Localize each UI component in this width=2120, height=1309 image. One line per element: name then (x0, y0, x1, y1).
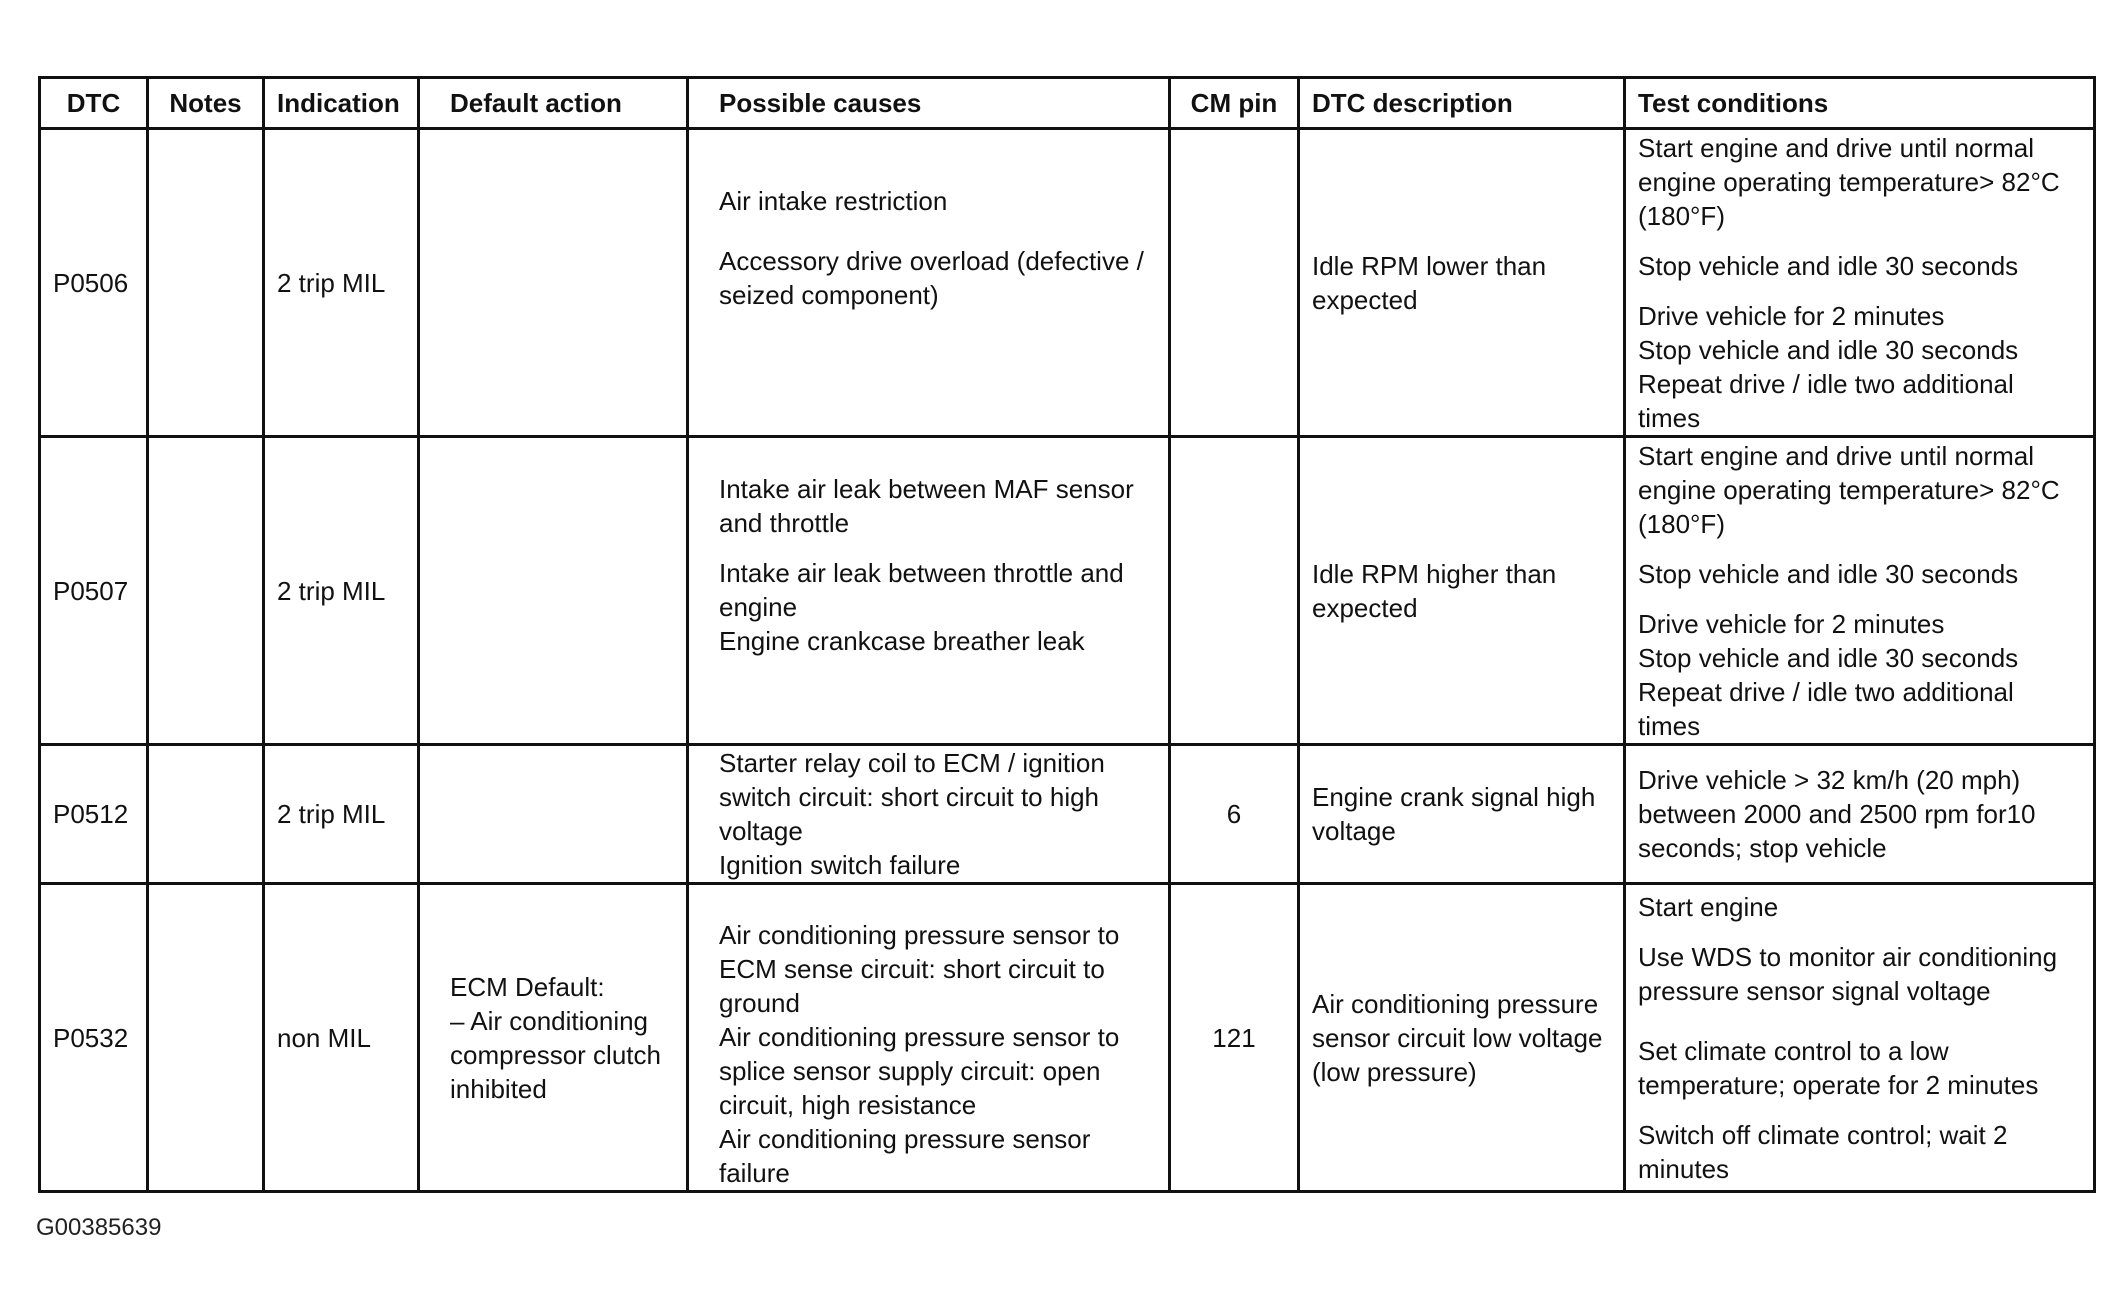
column-header-possible-causes: Possible causes (688, 78, 1170, 129)
notes-cell (148, 884, 264, 1192)
table-row (40, 437, 2095, 745)
test-condition-item: Start engine and drive until normal engine operating temperature> 82°C (180°F) (1638, 440, 2060, 539)
test-condition-item: Start engine (1638, 891, 1779, 922)
test-conditions-cell (1625, 745, 2095, 884)
possible-cause-item: Intake air leak between throttle and engine (719, 557, 1124, 622)
default-action-cell (419, 129, 688, 437)
possible-cause-item: Ignition switch failure (719, 850, 961, 880)
possible-causes-cell (688, 745, 1170, 884)
possible-causes-cell (688, 437, 1170, 745)
dtc-code-cell: P0512 (40, 745, 148, 884)
test-condition-item: Set climate control to a low temperature; operate for 2 minutes (1638, 1035, 2039, 1100)
dtc-description-cell: Engine crank signal high voltage (1299, 745, 1625, 884)
test-conditions-cell (1625, 437, 2095, 745)
test-condition-item: Repeat drive / idle two additional times (1638, 676, 2014, 741)
test-condition-item: Stop vehicle and idle 30 seconds (1638, 558, 2019, 589)
possible-cause-item: Air intake restriction (719, 185, 948, 216)
test-condition-item: Switch off climate control; wait 2 minutes (1638, 1119, 2008, 1184)
default-action-item: ECM Default: (450, 971, 605, 1002)
table-row (40, 745, 2095, 884)
possible-cause-item: Intake air leak between MAF sensor and throttle (719, 473, 1134, 538)
possible-cause-item: Air conditioning pressure sensor to splice sensor supply circuit: open circuit, high resistance (719, 1022, 1120, 1120)
dtc-table (38, 76, 2096, 1193)
cm-pin-cell: 6 (1170, 745, 1299, 884)
indication-cell: 2 trip MIL (264, 437, 419, 745)
column-header-dtc-description: DTC description (1299, 78, 1625, 129)
test-condition-item: Repeat drive / idle two additional times (1638, 368, 2014, 433)
default-action-item: – Air conditioning compressor clutch inhibited (450, 1005, 661, 1104)
test-condition-item: Drive vehicle for 2 minutes (1638, 300, 1945, 331)
test-condition-item: Use WDS to monitor air conditioning pressure sensor signal voltage (1638, 941, 2058, 1006)
cm-pin-cell (1170, 437, 1299, 745)
column-header-notes: Notes (148, 78, 264, 129)
indication-cell: non MIL (264, 884, 419, 1192)
notes-cell (148, 129, 264, 437)
possible-cause-item: Engine crankcase breather leak (719, 625, 1085, 656)
cm-pin-cell (1170, 129, 1299, 437)
possible-cause-item: Accessory drive overload (defective / seized component) (719, 245, 1144, 310)
table-row (40, 884, 2095, 1192)
column-header-test-conditions: Test conditions (1625, 78, 2095, 129)
possible-causes-cell (688, 884, 1170, 1192)
dtc-description-cell: Idle RPM lower than expected (1299, 129, 1625, 437)
figure-code: G00385639 (36, 1214, 162, 1241)
dtc-code-cell: P0506 (40, 129, 148, 437)
default-action-cell (419, 437, 688, 745)
dtc-code-cell: P0532 (40, 884, 148, 1192)
notes-cell (148, 437, 264, 745)
possible-cause-item: Air conditioning pressure sensor to ECM sense circuit: short circuit to ground (719, 920, 1120, 1018)
table-row (40, 129, 2095, 437)
dtc-code-cell: P0507 (40, 437, 148, 745)
test-conditions-cell (1625, 129, 2095, 437)
test-condition-item: Stop vehicle and idle 30 seconds (1638, 642, 2019, 673)
test-condition-item: Stop vehicle and idle 30 seconds (1638, 334, 2019, 365)
test-condition-item: Start engine and drive until normal engine operating temperature> 82°C (180°F) (1638, 132, 2060, 231)
indication-cell: 2 trip MIL (264, 745, 419, 884)
column-header-indication: Indication (264, 78, 419, 129)
possible-cause-item: Starter relay coil to ECM / ignition switch circuit: short circuit to high voltage (719, 748, 1105, 846)
header-row (40, 78, 2095, 129)
column-header-default-action: Default action (419, 78, 688, 129)
column-header-cm-pin: CM pin (1170, 78, 1299, 129)
default-action-cell (419, 884, 688, 1192)
test-condition-item: Drive vehicle > 32 km/h (20 mph) between 2000 and 2500 rpm for10 seconds; stop vehicle (1638, 765, 2036, 863)
dtc-description-cell: Air conditioning pressure sensor circuit low voltage (low pressure) (1299, 884, 1625, 1192)
dtc-description-cell: Idle RPM higher than expected (1299, 437, 1625, 745)
test-condition-item: Stop vehicle and idle 30 seconds (1638, 250, 2019, 281)
cm-pin-cell: 121 (1170, 884, 1299, 1192)
test-conditions-cell (1625, 884, 2095, 1192)
column-header-dtc: DTC (40, 78, 148, 129)
possible-causes-cell (688, 129, 1170, 437)
possible-cause-item: Air conditioning pressure sensor failure (719, 1124, 1091, 1188)
notes-cell (148, 745, 264, 884)
default-action-cell (419, 745, 688, 884)
indication-cell: 2 trip MIL (264, 129, 419, 437)
test-condition-item: Drive vehicle for 2 minutes (1638, 608, 1945, 639)
